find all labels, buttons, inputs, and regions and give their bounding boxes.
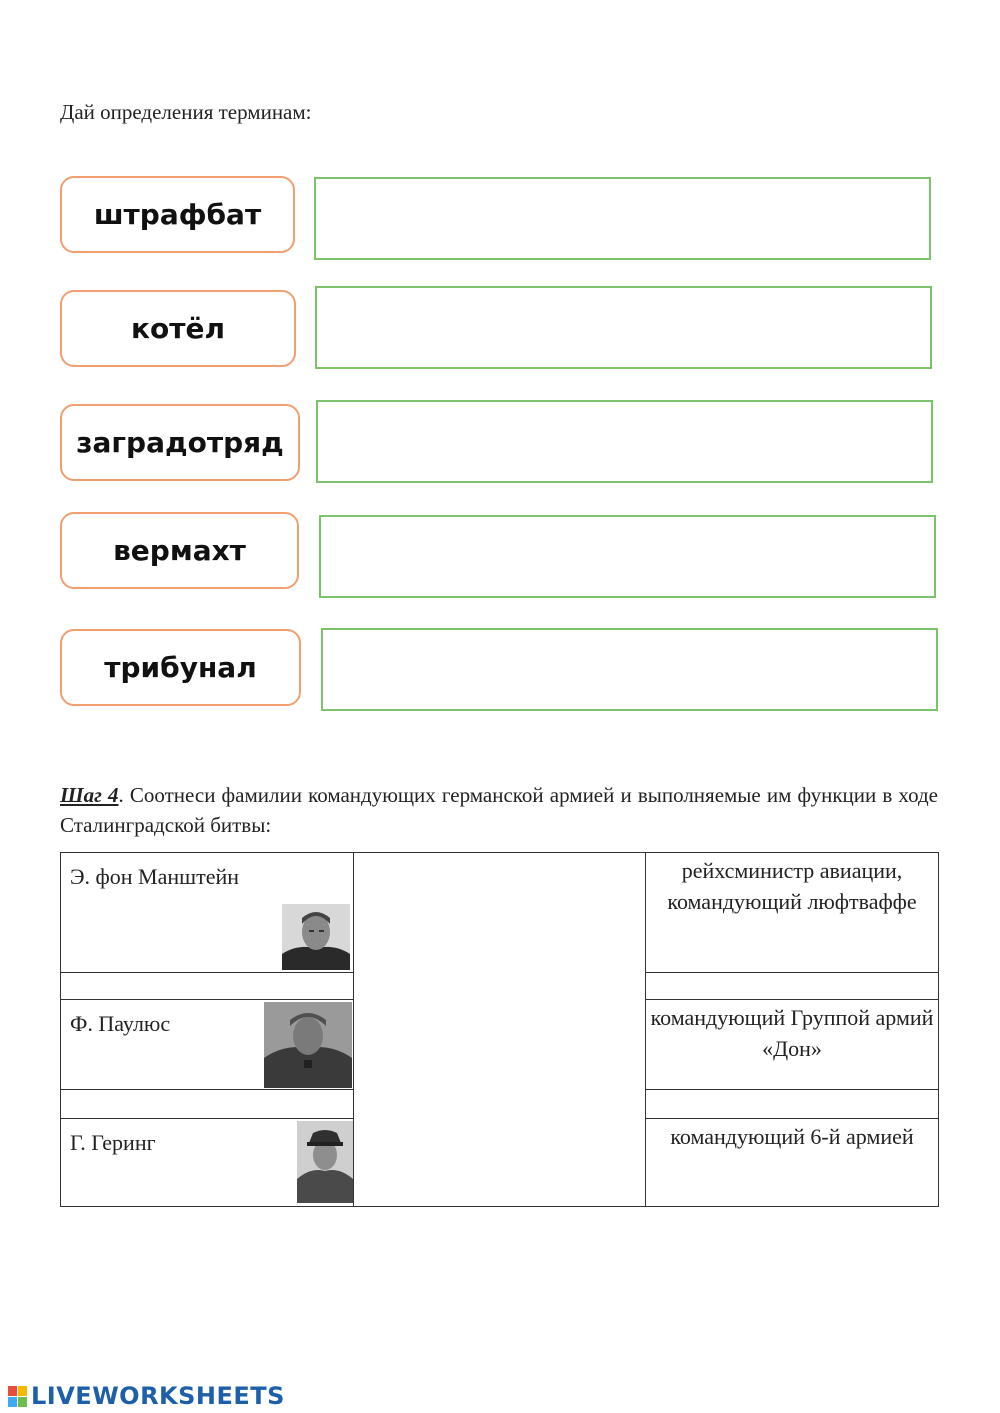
paulus-portrait [264,1002,352,1088]
spacer-cell [645,1089,939,1119]
commander-cell-manstein[interactable] [60,852,354,973]
logo-text: LIVEWORKSHEETS [31,1382,285,1410]
logo-icon [8,1386,27,1407]
spacer-cell [60,972,354,1000]
manstein-portrait [282,904,350,970]
step-4-instruction [60,780,938,840]
term-label-tribunal: трибунал [60,629,301,706]
answer-field-vermakht[interactable] [319,515,936,598]
answer-field-shtrafbat[interactable] [314,177,931,260]
function-cell[interactable]: командующий 6-й армией [645,1118,939,1207]
step-label: Шаг 4 [60,783,119,807]
commander-cell-goering[interactable] [60,1118,354,1207]
answer-field-kotel[interactable] [315,286,932,369]
answer-field-zagradotryad[interactable] [316,400,933,483]
term-label-kotel: котёл [60,290,296,367]
step-text: . Соотнеси фамилии командующих германской армией и выполняемые им функции в ходе Сталинградской битвы: [60,783,938,837]
function-cell[interactable]: командующий Группой армий «Дон» [645,999,939,1090]
commander-name: Г. Геринг [70,1130,156,1155]
goering-portrait [297,1121,353,1203]
term-label-zagradotryad: заградотряд [60,404,300,481]
commander-name: Э. фон Манштейн [70,864,240,889]
commander-cell-paulus[interactable] [60,999,354,1090]
answer-field-tribunal[interactable] [321,628,938,711]
spacer-cell [60,1089,354,1119]
commander-name: Ф. Паулюс [70,1011,171,1036]
instruction-text: Дай определения терминам: [60,100,312,124]
term-label-vermakht: вермахт [60,512,299,589]
liveworksheets-logo[interactable] [8,1382,285,1410]
spacer-cell [645,972,939,1000]
matching-area[interactable] [353,852,646,1207]
function-cell[interactable]: рейхсминистр авиации, командующий люфтваффе [645,852,939,973]
term-label-shtrafbat: штрафбат [60,176,295,253]
